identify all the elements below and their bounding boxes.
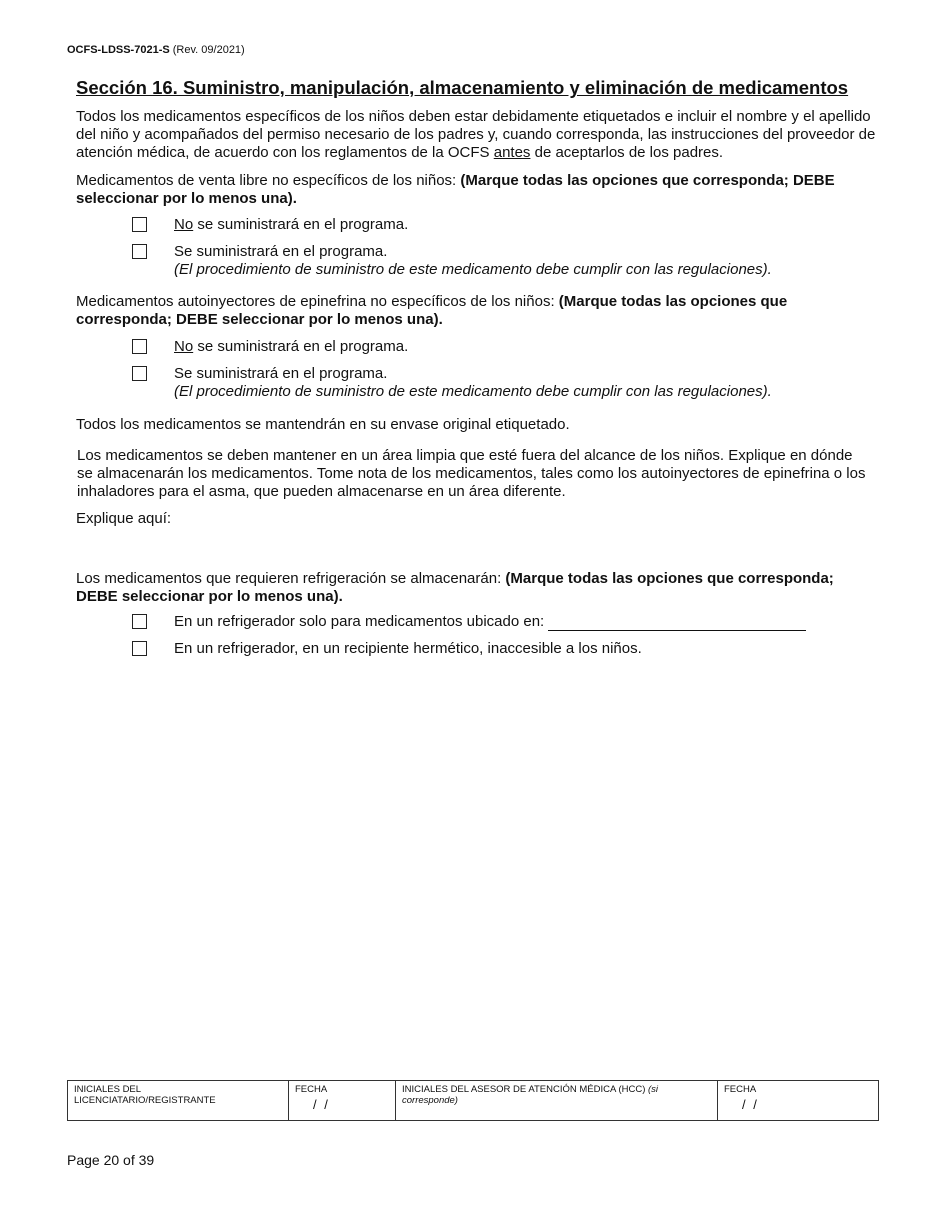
page-number: Page 20 of 39: [67, 1152, 155, 1168]
intro-paragraph: Todos los medicamentos específicos de los niños deben estar debidamente etiquetados e incluir el nombre y el apellido del niño y acompañados del permiso necesario de los padres y, cuando corresponda, las instrucciones del proveedor de atención médica, de acuerdo con los reglamentos de la OCFS antes de aceptarlos de los padres.: [76, 108, 876, 161]
explain-label: Explique aquí:: [76, 510, 172, 527]
otc-no-checkbox[interactable]: [132, 217, 147, 232]
otc-yes-label: Se suministrará en el programa. (El procedimiento de suministro de este medicamento debe cumplir con las regulaciones).: [174, 243, 772, 278]
refrigerator-airtight-container-label: En un refrigerador, en un recipiente hermético, inaccesible a los niños.: [174, 640, 642, 657]
licensee-initials-label: INICIALES DEL LICENCIATARIO/REGISTRANTE: [74, 1084, 216, 1106]
form-revision: (Rev. 09/2021): [172, 44, 245, 56]
otc-instruction: (Marque todas las opciones que corresponda; DEBE seleccionar por lo menos una).: [76, 172, 835, 207]
licensee-date-cell[interactable]: [289, 1081, 396, 1121]
explain-field[interactable]: [76, 530, 876, 564]
form-id: [67, 44, 245, 56]
epinephrine-yes-checkbox[interactable]: [132, 366, 147, 381]
refrigeration-prompt: Los medicamentos que requieren refrigeración se almacenarán: (Marque todas las opciones que corresponda; DEBE seleccionar por lo menos una).: [76, 570, 834, 605]
otc-prompt: Medicamentos de venta libre no específicos de los niños: (Marque todas las opciones que corresponda; DEBE seleccionar por lo menos una).: [76, 172, 835, 207]
epinephrine-instruction: (Marque todas las opciones que corresponda; DEBE seleccionar por lo menos una).: [76, 293, 788, 328]
initials-table: [67, 1080, 879, 1121]
date-slashes-2: / /: [742, 1097, 759, 1112]
epinephrine-no-label: No se suministrará en el programa.: [174, 338, 409, 355]
storage-paragraph: Los medicamentos se deben mantener en un área limpia que esté fuera del alcance de los niños. Explique en dónde se almacenarán los medicamentos. Tome nota de los medicamentos, tales como los autoinyectores de epinefrina o los inhaladores para el asma, que pueden almacenarse en un área diferente.: [77, 447, 866, 500]
hcc-initials-label: INICIALES DEL ASESOR DE ATENCIÓN MÉDICA (HCC): [402, 1084, 648, 1095]
refrigerator-airtight-container-checkbox[interactable]: [132, 641, 147, 656]
refrigeration-instruction: (Marque todas las opciones que corresponda; DEBE seleccionar por lo menos una).: [76, 570, 834, 605]
date-label-2: FECHA: [724, 1084, 757, 1095]
otc-yes-checkbox[interactable]: [132, 244, 147, 259]
hcc-initials-cell[interactable]: [396, 1081, 718, 1121]
hcc-date-cell[interactable]: [718, 1081, 879, 1121]
date-label-1: FECHA: [295, 1084, 328, 1095]
epinephrine-yes-note: (El procedimiento de suministro de este medicamento debe cumplir con las regulaciones).: [174, 383, 772, 400]
hcc-note: (si corresponde): [402, 1084, 659, 1106]
epinephrine-yes-label: Se suministrará en el programa. (El procedimiento de suministro de este medicamento debe cumplir con las regulaciones).: [174, 365, 772, 400]
date-slashes-1: / /: [313, 1097, 330, 1112]
epinephrine-prompt: Medicamentos autoinyectores de epinefrina no específicos de los niños: (Marque todas las opciones que corresponda; DEBE seleccionar por lo menos una).: [76, 293, 788, 328]
refrigerator-medications-only-label: En un refrigerador solo para medicamentos ubicado en:: [174, 613, 806, 631]
epinephrine-no-checkbox[interactable]: [132, 339, 147, 354]
section-title: Sección 16. Suministro, manipulación, almacenamiento y eliminación de medicamentos: [76, 77, 849, 98]
licensee-initials-cell[interactable]: [68, 1081, 289, 1121]
refrigerator-medications-only-checkbox[interactable]: [132, 614, 147, 629]
original-container-text: Todos los medicamentos se mantendrán en su envase original etiquetado.: [76, 416, 570, 433]
otc-no-label: No se suministrará en el programa.: [174, 216, 409, 233]
otc-yes-note: (El procedimiento de suministro de este medicamento debe cumplir con las regulaciones).: [174, 261, 772, 278]
refrigerator-location-field[interactable]: [548, 615, 806, 631]
form-code: OCFS-LDSS-7021-S: [67, 44, 170, 56]
